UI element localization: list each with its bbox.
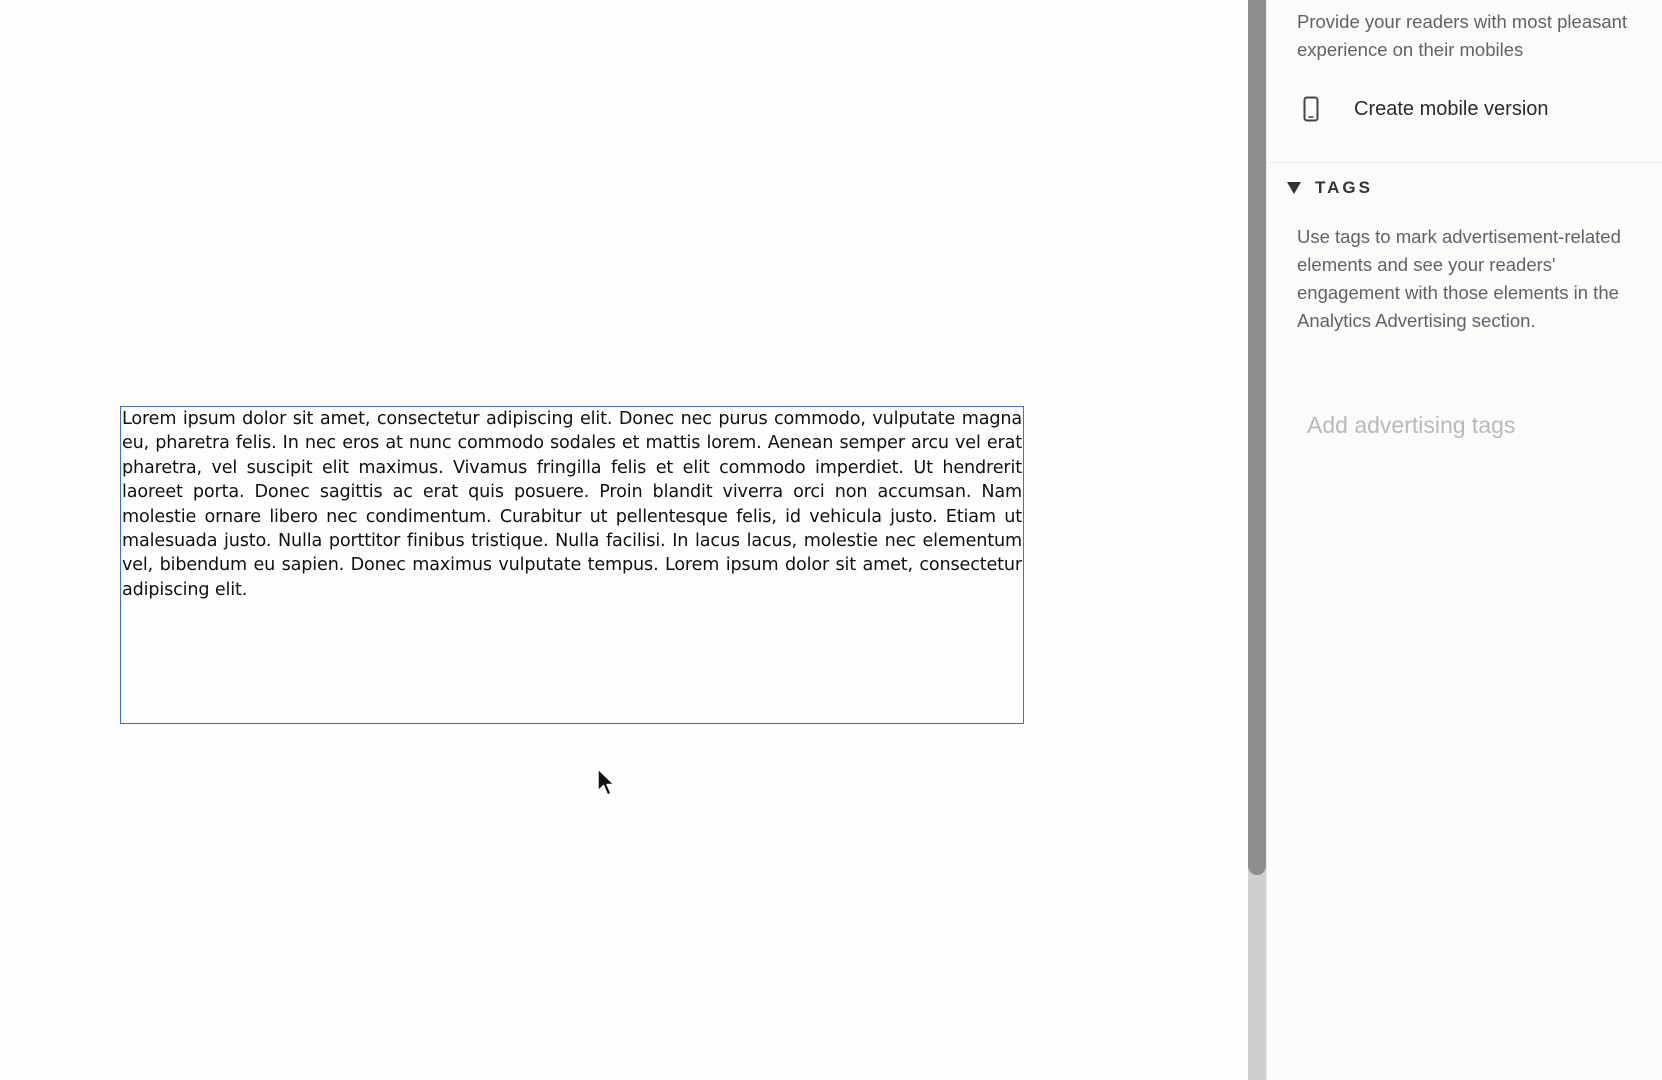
section-divider xyxy=(1267,162,1662,163)
triangle-down-icon xyxy=(1287,182,1301,195)
advertising-tags-input[interactable] xyxy=(1297,395,1647,455)
settings-panel xyxy=(1266,0,1662,1080)
smartphone-icon xyxy=(1303,96,1319,122)
selected-text-box[interactable] xyxy=(120,406,1024,724)
create-mobile-version-label: Create mobile version xyxy=(1354,97,1549,120)
mouse-pointer-icon xyxy=(597,768,617,798)
mobile-description: Provide your readers with most pleasant experience on their mobiles xyxy=(1297,11,1628,60)
tags-section-title: TAGS xyxy=(1315,178,1373,197)
create-mobile-version-button[interactable] xyxy=(1303,96,1549,122)
scrollbar-thumb[interactable] xyxy=(1248,0,1266,875)
tags-section-toggle[interactable] xyxy=(1287,178,1373,198)
text-box-content[interactable]: Lorem ipsum dolor sit amet, consectetur adipiscing elit. Donec nec purus commodo, vulputate magna eu, pharetra felis. In nec eros at nunc commodo sodales et mattis lorem. Aenean semper arcu vel erat pharetra, vel suscipit elit maximus. Vivamus fringilla felis et elit commodo imperdiet. Ut hendrerit laoreet porta. Donec sagittis ac erat quis posuere. Proin blandit viverra orci non accumsan. Nam molestie ornare libero nec condimentum. Curabitur ut pellentesque felis, id vehicula justo. Etiam ut malesuada justo. Nulla porttitor finibus tristique. Nulla facilisi. In lacus lacus, molestie nec elementum vel, bibendum eu sapien. Donec maximus vulputate tempus. Lorem ipsum dolor sit amet, consectetur adipiscing elit. xyxy=(122,409,1022,600)
tags-description: Use tags to mark advertisement-related elements and see your readers' engagement with those elements in the Analytics Advertising section. xyxy=(1297,226,1621,331)
